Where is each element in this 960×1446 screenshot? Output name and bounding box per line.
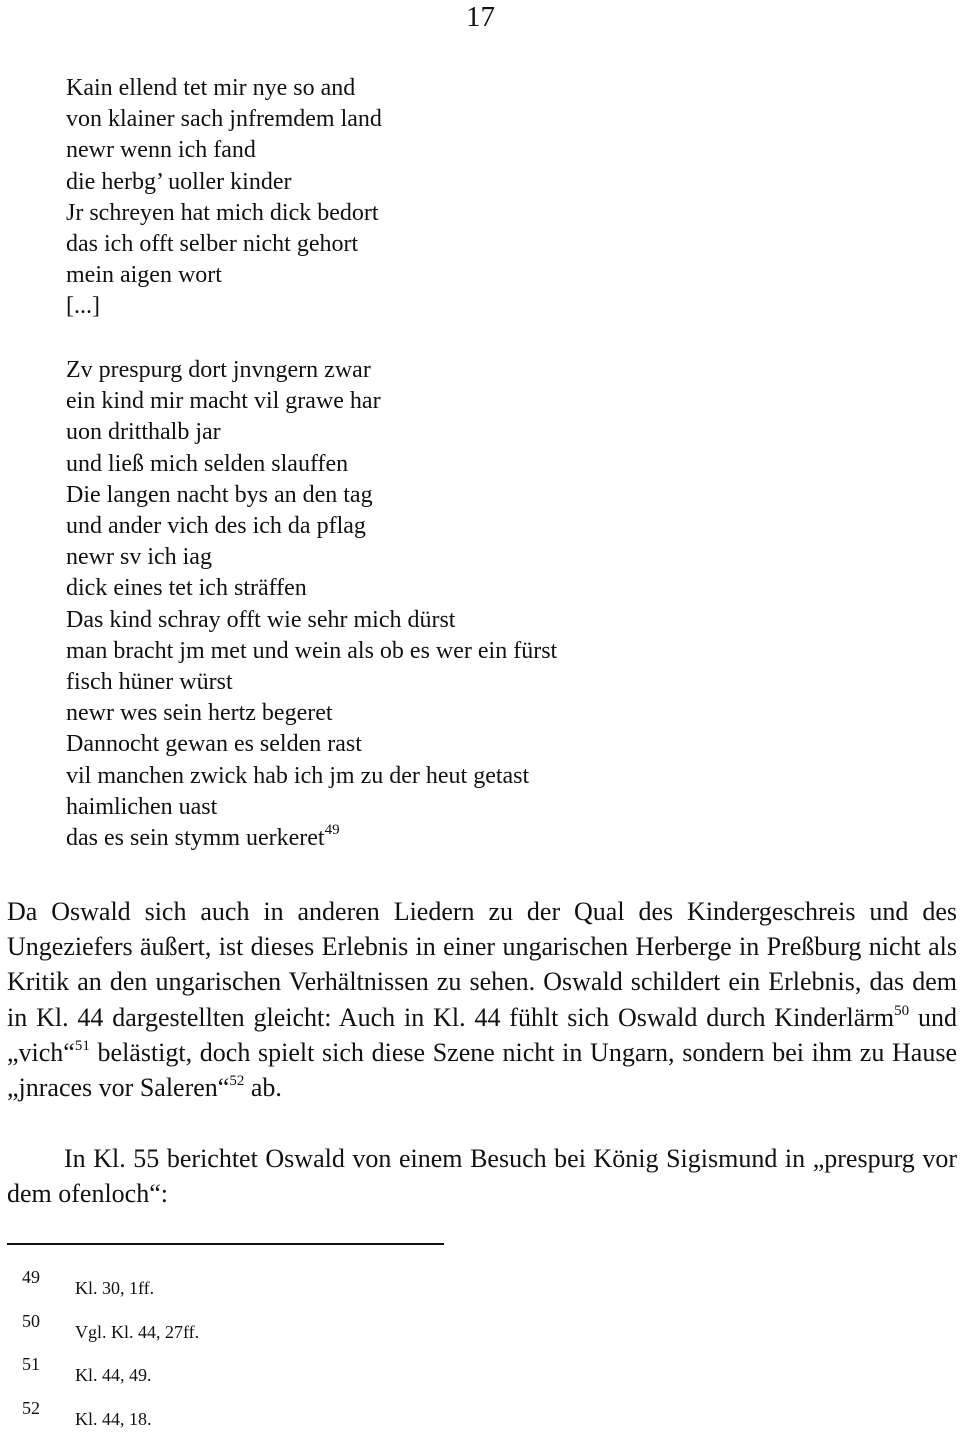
verse-line: Dannocht gewan es selden rast: [66, 731, 362, 758]
footnote-ref[interactable]: 51: [74, 1037, 90, 1054]
paragraph-text: ab.: [244, 1073, 282, 1103]
footnote-text: Kl. 44, 18.: [75, 1408, 152, 1429]
verse-line: man bracht jm met und wein als ob es wer ein fürst: [66, 637, 558, 664]
footnote-number: 51: [22, 1354, 40, 1374]
footnote-ref[interactable]: 52: [229, 1073, 245, 1090]
verse-line: von klainer sach jnfremdem land: [66, 106, 382, 133]
body-paragraph-2: [7, 1141, 957, 1211]
verse-line-text: das es sein stymm uerkeret: [66, 825, 325, 852]
verse-line: fisch hüner würst: [66, 669, 233, 696]
verse-line: Die langen nacht bys an den tag: [66, 481, 373, 508]
footnote-number: 52: [22, 1397, 40, 1418]
paragraph-text: und „vich“: [7, 1002, 958, 1067]
verse-line: [66, 823, 557, 854]
verse-line: Das kind schray offt wie sehr mich dürst: [66, 606, 456, 633]
footnote-divider: [7, 1243, 444, 1245]
footnote-ref[interactable]: 49: [324, 822, 340, 839]
verse-line: das ich offt selber nicht gehort: [66, 231, 359, 258]
footnote-number: 49: [22, 1267, 40, 1287]
footnote-number: 50: [22, 1310, 40, 1331]
verse-line: uon dritthalb jar: [66, 419, 221, 446]
verse-line: und ander vich des ich da pflag: [66, 513, 366, 540]
verse-line: Zv prespurg dort jnvngern zwar: [66, 357, 371, 383]
page-number: 17: [466, 1, 495, 33]
verse-line: und ließ mich selden slauffen: [66, 450, 349, 477]
verse-line: newr wes sein hertz begeret: [66, 700, 333, 727]
verse-line: Jr schreyen hat mich dick bedort: [66, 199, 379, 226]
footnote-ref[interactable]: 50: [894, 1002, 910, 1019]
verse-line: haimlichen uast: [66, 793, 218, 820]
verse-line: newr sv ich iag: [66, 544, 212, 571]
verse-line: die herbg’ uoller kinder: [66, 168, 292, 195]
body-paragraph-1: [7, 894, 957, 1105]
footnote-text: Kl. 44, 49.: [75, 1365, 152, 1385]
verse-block-2: [66, 355, 557, 854]
footnote-text: Vgl. Kl. 44, 27ff.: [75, 1321, 200, 1342]
paragraph-text: Da Oswald sich auch in anderen Liedern zu der Qual des Kindergeschreis und des Ungeziefers äußert, ist dieses Erlebnis in einer ungarischen Herberge in Preßburg nicht als Kritik an den ungarischen Verhältnissen zu sehen. Oswald schildert ein Erlebnis, das dem in Kl. 44 dargestellten gleicht: Auch in Kl. 44 fühlt sich Oswald durch Kinderlärm: [7, 897, 957, 1032]
paragraph: In Kl. 55 berichtet Oswald von einem Besuch bei König Sigismund in „prespurg vor dem ofenloch“:: [7, 1144, 957, 1209]
verse-line: newr wenn ich fand: [66, 137, 256, 164]
verse-line: dick eines tet ich sträffen: [66, 575, 307, 602]
paragraph: [7, 894, 957, 1105]
verse-line: ein kind mir macht vil grawe har: [66, 388, 381, 415]
verse-line: Kain ellend tet mir nye so and: [66, 75, 356, 101]
verse-line: mein aigen wort: [66, 262, 222, 289]
verse-ellipsis: [...]: [66, 293, 100, 320]
verse-block-1: [66, 73, 382, 323]
footnote-text: Kl. 30, 1ff.: [75, 1278, 155, 1298]
paragraph-text: belästigt, doch spielt sich diese Szene nicht in Ungarn, sondern bei ihm zu Hause „jnraces vor Saleren“: [7, 1037, 957, 1103]
verse-line: vil manchen zwick hab ich jm zu der heut getast: [66, 762, 530, 789]
